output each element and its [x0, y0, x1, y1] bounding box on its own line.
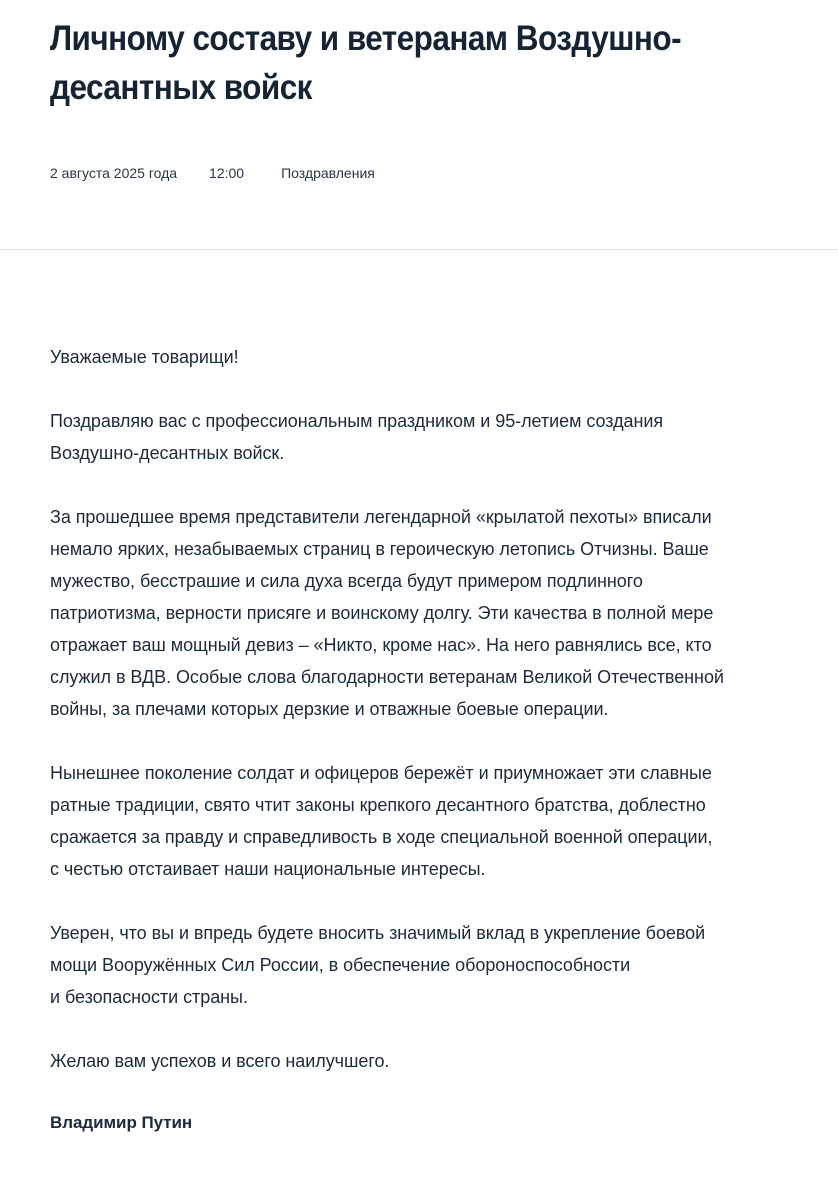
paragraph-2-line: немало ярких, незабываемых страниц в героическую летопись Отчизны. Ваше	[50, 539, 709, 559]
article-body	[50, 341, 810, 1139]
article-title-line-2: десантных войск	[50, 68, 312, 107]
paragraph-1-line-1: Поздравляю вас с профессиональным праздником и 95-летием создания	[50, 411, 664, 431]
paragraph-1-line-2: Воздушно-десантных войск.	[50, 443, 285, 463]
article-meta	[50, 165, 375, 181]
paragraph-2-line: патриотизма, верности присяге и воинскому долгу. Эти качества в полной мере	[50, 603, 714, 623]
article-header	[0, 0, 838, 250]
paragraph-3-line: ратные традиции, свято чтит законы крепкого десантного братства, доблестно	[50, 795, 706, 815]
category-link[interactable]: Поздравления	[281, 165, 375, 181]
paragraph-3-line: сражается за правду и справедливость в ходе специальной военной операции,	[50, 827, 713, 847]
paragraph-4	[50, 917, 810, 1013]
article-title	[50, 14, 788, 112]
paragraph-2-line: служил в ВДВ. Особые слова благодарности ветеранам Великой Отечественной	[50, 667, 724, 687]
publish-time: 12:00	[209, 165, 245, 181]
paragraph-1	[50, 405, 810, 469]
paragraph-2	[50, 501, 810, 725]
paragraph-2-line: мужество, бесстрашие и сила духа всегда будут примером подлинного	[50, 571, 643, 591]
greeting: Уважаемые товарищи!	[50, 347, 239, 367]
paragraph-3-line: Нынешнее поколение солдат и офицеров бережёт и приумножает эти славные	[50, 763, 712, 783]
paragraph-2-line: За прошедшее время представители легендарной «крылатой пехоты» вписали	[50, 507, 712, 527]
paragraph-3-line: с честью отстаивает наши национальные интересы.	[50, 859, 486, 879]
paragraph-4-line: и безопасности страны.	[50, 987, 248, 1007]
paragraph-4-line: Уверен, что вы и впредь будете вносить значимый вклад в укрепление боевой	[50, 923, 706, 943]
article-title-line-1: Личному составу и ветеранам Воздушно-	[50, 19, 682, 58]
paragraph-3	[50, 757, 810, 885]
signature: Владимир Путин	[50, 1113, 193, 1132]
paragraph-2-line: войны, за плечами которых дерзкие и отважные боевые операции.	[50, 699, 609, 719]
paragraph-4-line: мощи Вооружённых Сил России, в обеспечение обороноспособности	[50, 955, 631, 975]
paragraph-2-line: отражает ваш мощный девиз – «Никто, кроме нас». На него равнялись все, кто	[50, 635, 712, 655]
closing-line: Желаю вам успехов и всего наилучшего.	[50, 1051, 390, 1071]
publish-date: 2 августа 2025 года	[50, 165, 178, 181]
